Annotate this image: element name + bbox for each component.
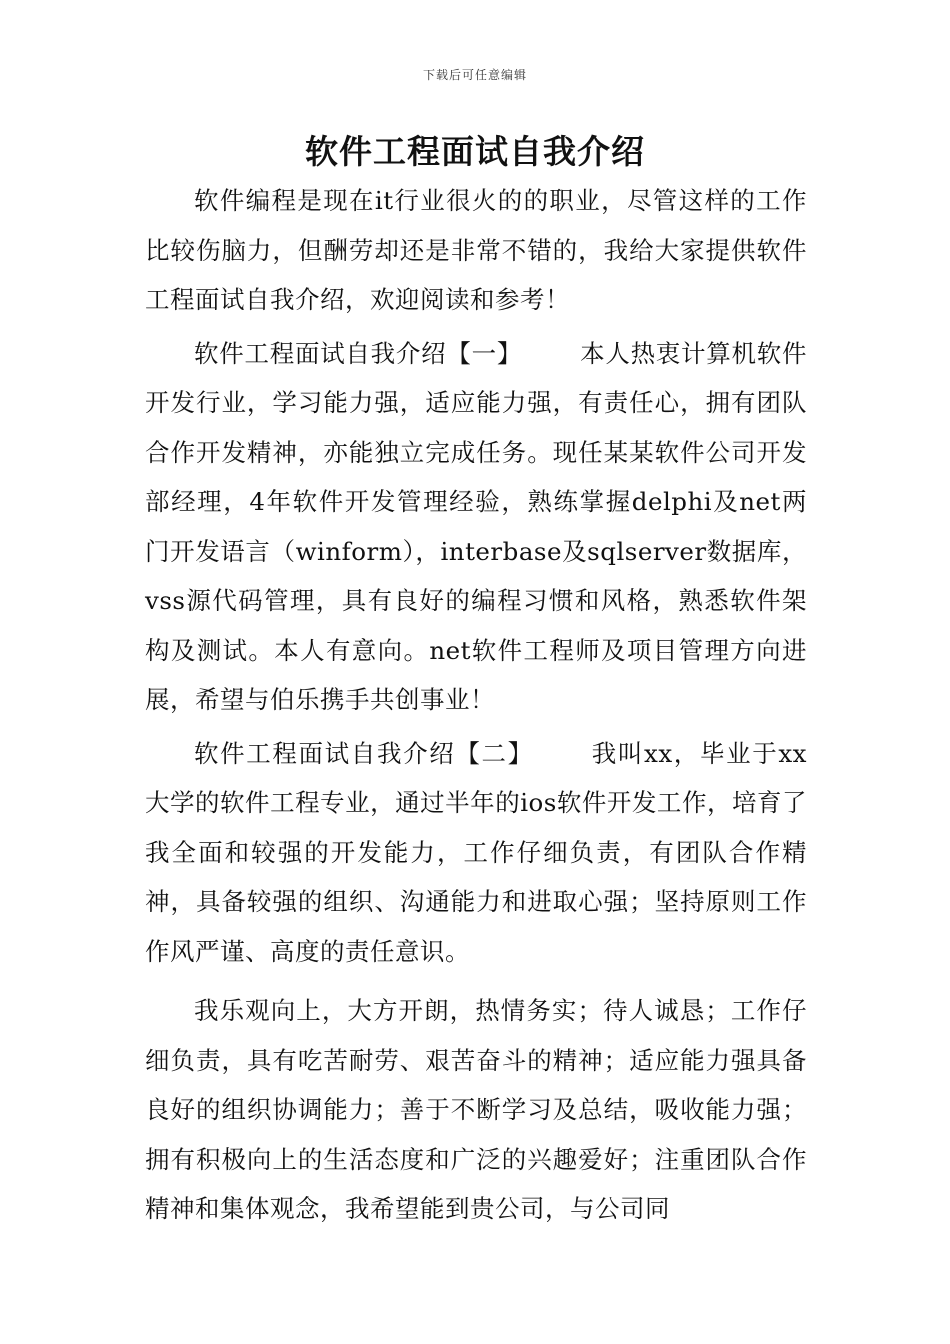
document-body: [145, 176, 807, 1234]
paragraph-4: 我乐观向上，大方开朗，热情务实；待人诚恳；工作仔细负责，具有吃苦耐劳、艰苦奋斗的精神；适应能力强具备良好的组织协调能力；善于不断学习及总结，吸收能力强；拥有积极向上的生活态度和广泛的兴趣爱好；注重团队合作精神和集体观念，我希望能到贵公司，与公司同: [145, 996, 807, 1223]
section1-paragraph: [145, 329, 807, 725]
section1-heading: 软件工程面试自我介绍【一】: [194, 338, 523, 368]
header-note: 下载后可任意编辑: [422, 68, 527, 82]
page-title: 软件工程面试自我介绍: [305, 132, 645, 171]
section2-paragraph: [145, 729, 807, 977]
section1-text: 本人热衷计算机软件开发行业，学习能力强，适应能力强，有责任心，拥有团队合作开发精神，亦能独立完成任务。现任某某软件公司开发部经理，4年软件开发管理经验，熟练掌握delphi及net两门开发语言（winform），interbase及sqlserver数据库，vss源代码管理，具有良好的编程习惯和风格，熟悉软件架构及测试。本人有意向。net软件工程师及项目管理方向进展，希望与伯乐携手共创事业！: [145, 338, 807, 714]
section2-text: 我叫xx，毕业于xx大学的软件工程专业，通过半年的ios软件开发工作，培育了我全面和较强的开发能力，工作仔细负责，有团队合作精神，具备较强的组织、沟通能力和进取心强；坚持原则工作作风严谨、高度的责任意识。: [145, 738, 807, 966]
section2-heading: 软件工程面试自我介绍【二】: [194, 738, 534, 768]
intro-paragraph: 软件编程是现在it行业很火的的职业，尽管这样的工作比较伤脑力，但酬劳却还是非常不错的，我给大家提供软件工程面试自我介绍，欢迎阅读和参考！: [145, 186, 807, 314]
